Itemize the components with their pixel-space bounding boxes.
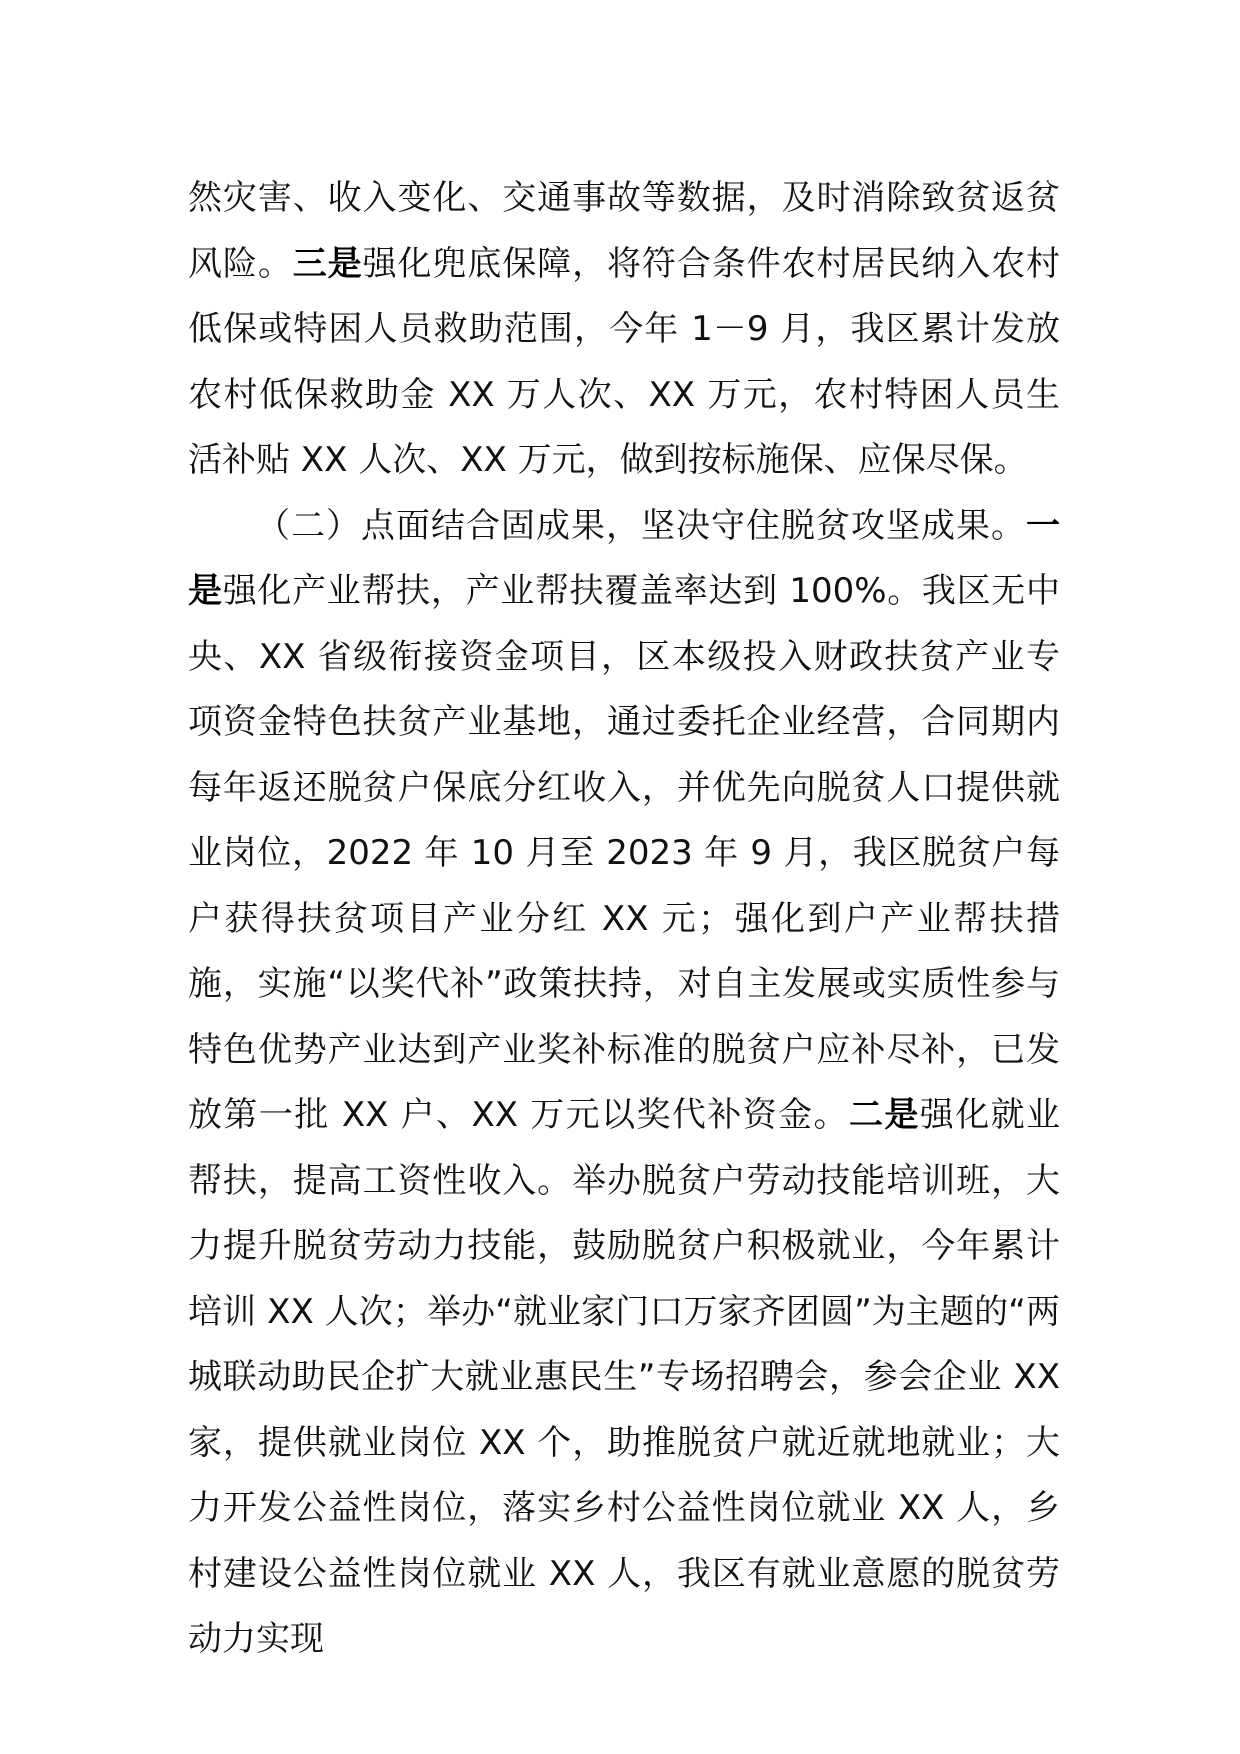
paragraph-2 bbox=[188, 494, 1060, 1673]
document-body bbox=[188, 166, 1060, 1673]
paragraph-2-text: 强化产业帮扶，产业帮扶覆盖率达到 100%。我区无中央、XX 省级衔接资金项目，区本级投入财政扶贫产业专项资金特色扶贫产业基地，通过委托企业经营，合同期内每年返还脱贫户保底分红收入，并优先向脱贫人口提供就业岗位，2022 年 10 月至 2023 年 9 月，我区脱贫户每户获得扶贫项目产业分红 XX 元；强化到户产业帮扶措施，实施“以奖代补”政策扶持，对自主发展或实质性参与特色优势产业达到产业奖补标准的脱贫户应补尽补，已发放第一批 XX 户、XX 万元以奖代补资金。 bbox=[188, 571, 1061, 1135]
paragraph-2-heading: （二）点面结合固成果，坚决守住脱贫攻坚成果。 bbox=[256, 505, 1026, 546]
paragraph-2-text: 强化就业帮扶，提高工资性收入。举办脱贫户劳动技能培训班，大力提升脱贫劳动力技能，鼓励脱贫户积极就业，今年累计培训 XX 人次；举办“就业家门口万家齐团圆”为主题的“两城联动助民企扩大就业惠民生”专场招聘会，参会企业 XX 家，提供就业岗位 XX 个，助推脱贫户就近就地就业；大力开发公益性岗位，落实乡村公益性岗位就业 XX 人，乡村建设公益性岗位就业 XX 人，我区有就业意愿的脱贫劳动力实现 bbox=[188, 1095, 1061, 1659]
paragraph-1-emphasis-san-shi: 三是 bbox=[292, 243, 363, 284]
paragraph-1 bbox=[188, 166, 1060, 494]
paragraph-1-text: 然灾害、收入变化、交通事故等数据，及时消除致贫返贫风险。 bbox=[188, 178, 1060, 284]
paragraph-2-emphasis-yi-shi: 一是 bbox=[188, 505, 1060, 611]
paragraph-2-emphasis-er-shi: 二是 bbox=[848, 1095, 920, 1135]
paragraph-1-text: 强化兜底保障，将符合条件农村居民纳入农村低保或特困人员救助范围，今年 1－9 月，我区累计发放农村低保救助金 XX 万人次、XX 万元，农村特困人员生活补贴 XX 人次、XX 万元，做到按标施保、应保尽保。 bbox=[188, 243, 1061, 480]
